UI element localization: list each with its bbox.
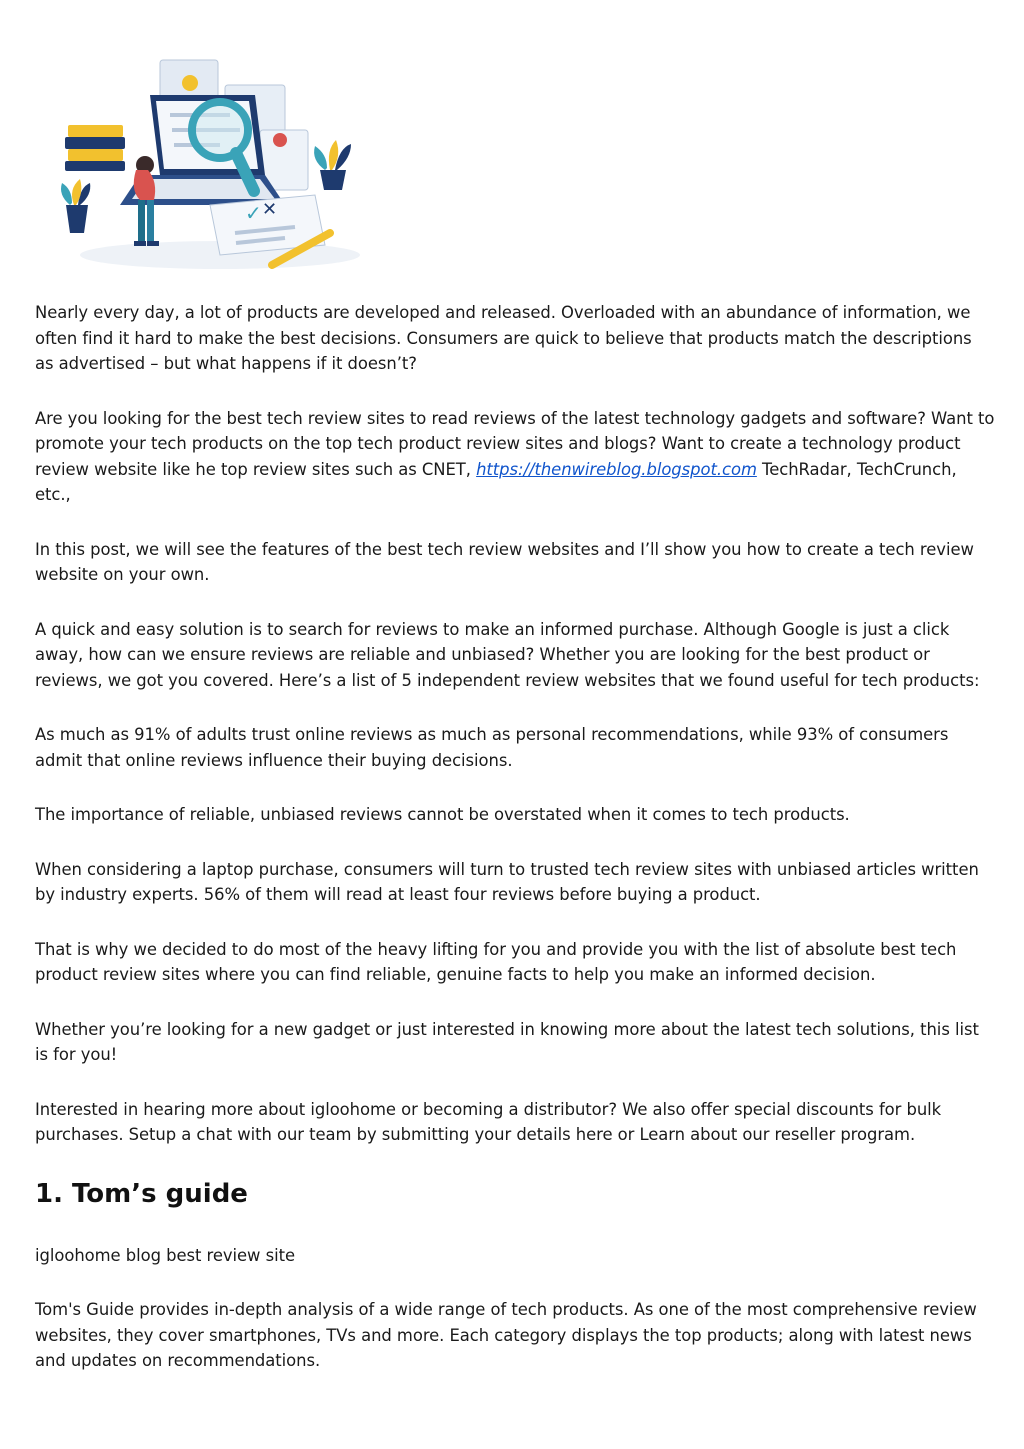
paragraph-text: TechRadar, TechCrunch, etc., xyxy=(35,459,957,504)
avatar xyxy=(182,75,198,91)
paragraph xyxy=(35,406,995,508)
blog-link[interactable]: https://thenwireblog.blogspot.com xyxy=(476,459,757,479)
paragraph: As much as 91% of adults trust online reviews as much as personal recommendations, while 93% of consumers admit that online reviews influence their buying decisions. xyxy=(35,725,949,770)
paragraph: In this post, we will see the features of the best tech review websites and I’ll show you how to create a tech review website on your own. xyxy=(35,539,974,584)
paragraph: When considering a laptop purchase, consumers will turn to trusted tech review sites with unbiased articles written by industry experts. 56% of them will read at least four reviews before buying a product. xyxy=(35,859,979,904)
paragraph: The importance of reliable, unbiased reviews cannot be overstated when it comes to tech products. xyxy=(35,805,850,824)
tech-review-illustration xyxy=(50,55,360,275)
books-stack xyxy=(68,125,123,137)
paragraph: Whether you’re looking for a new gadget or just interested in knowing more about the latest tech solutions, this list is for you! xyxy=(35,1019,979,1064)
section-heading: 1. Tom’s guide xyxy=(35,1178,248,1209)
image-caption: igloohome blog best review site xyxy=(35,1245,295,1265)
paragraph-text: Are you looking for the best tech review sites to read reviews of the latest technology gadgets and software? Want to promote your tech products on the top tech product review sites and blogs? Want to create a technology product review website like he top review sites such as CNET, xyxy=(35,408,995,479)
paragraph: Tom's Guide provides in-depth analysis of a wide range of tech products. As one of the most comprehensive review websites, they cover smartphones, TVs and more. Each category displays the top products; along with latest news and updates on recommendations. xyxy=(35,1300,977,1370)
svg-text:✕: ✕ xyxy=(262,199,278,220)
paragraph: A quick and easy solution is to search for reviews to make an informed purchase. Although Google is just a click away, how can we ensure reviews are reliable and unbiased? Whether you are looking for the best product or reviews, we got you covered. Here’s a list of 5 independent review websites that we found useful for tech products: xyxy=(35,619,980,690)
paragraph: Nearly every day, a lot of products are developed and released. Overloaded with an abundance of information, we often find it hard to make the best decisions. Consumers are quick to believe that products match the descriptions as advertised – but what happens if it doesn’t? xyxy=(35,303,972,373)
plant-icon xyxy=(314,140,351,190)
svg-text:✓: ✓ xyxy=(245,201,262,225)
avatar xyxy=(273,133,287,147)
paragraph: Interested in hearing more about igloohome or becoming a distributor? We also offer special discounts for bulk purchases. Setup a chat with our team by submitting your details here or Learn about our reseller program. xyxy=(35,1099,942,1144)
plant-icon xyxy=(61,179,90,233)
article-body xyxy=(35,300,995,1403)
paragraph: That is why we decided to do most of the heavy lifting for you and provide you with the list of absolute best tech product review sites where you can find reliable, genuine facts to help you make an informed decision. xyxy=(35,939,957,984)
